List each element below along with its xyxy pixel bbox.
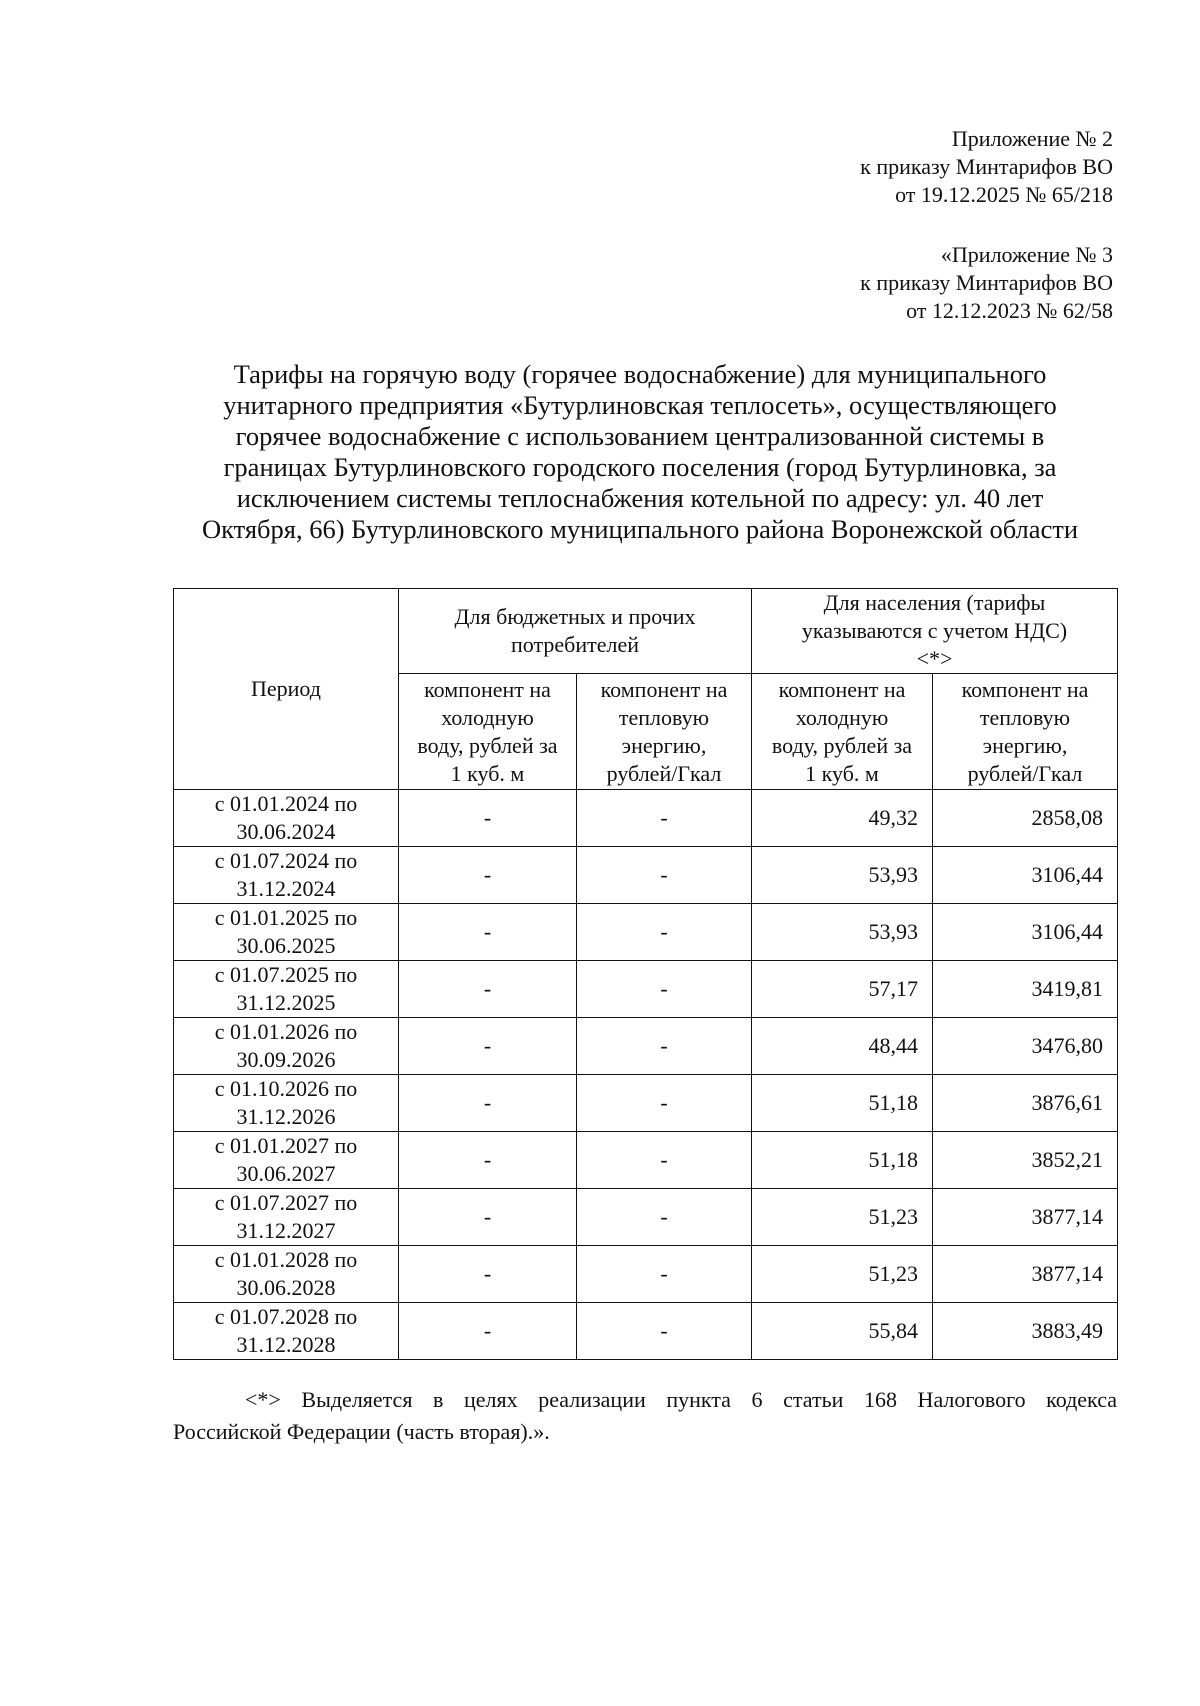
- population-heat-energy-cell: 3852,21: [933, 1132, 1118, 1189]
- period-header: Период: [174, 589, 399, 790]
- period-text: 30.06.2028: [236, 1275, 336, 1300]
- population-cold-water-cell: 49,32: [752, 790, 933, 847]
- document-title: [160, 359, 1120, 545]
- population-cold-water-cell: 53,93: [752, 847, 933, 904]
- budget-heat-energy-cell: -: [577, 1132, 752, 1189]
- period-text: 31.12.2025: [236, 990, 336, 1015]
- population-cold-water-header: [752, 674, 933, 790]
- budget-cold-water-cell: -: [399, 1075, 577, 1132]
- budget-heat-energy-cell: -: [577, 961, 752, 1018]
- budget-heat-energy-cell: -: [577, 1018, 752, 1075]
- population-heat-energy-cell: 3476,80: [933, 1018, 1118, 1075]
- period-cell: [174, 847, 399, 904]
- population-cold-water-cell: 48,44: [752, 1018, 933, 1075]
- period-text: 30.09.2026: [236, 1047, 336, 1072]
- tariff-table-body: [174, 790, 1118, 1360]
- population-header: [752, 589, 1118, 674]
- budget-cold-water-cell: -: [399, 847, 577, 904]
- footnote-line: Российской Федерации (часть вторая).».: [173, 1419, 550, 1444]
- period-cell: [174, 1246, 399, 1303]
- population-cold-water-cell: 51,23: [752, 1189, 933, 1246]
- period-cell: [174, 1303, 399, 1360]
- population-heat-energy-cell: 3877,14: [933, 1189, 1118, 1246]
- population-cold-water-cell: 51,18: [752, 1075, 933, 1132]
- budget-heat-energy-cell: -: [577, 904, 752, 961]
- header-text: тепловую: [979, 704, 1071, 730]
- footnote-line: <*> Выделяется в целях реализации пункта 6 статьи 168 Налогового кодекса: [245, 1387, 1117, 1412]
- header-text: рублей/Гкал: [606, 760, 722, 786]
- period-text: с 01.01.2025 по: [214, 905, 358, 930]
- period-text: с 01.07.2028 по: [214, 1304, 358, 1329]
- budget-cold-water-cell: -: [399, 961, 577, 1018]
- budget-cold-water-cell: -: [399, 1132, 577, 1189]
- title-line: Октября, 66) Бутурлиновского муниципального района Воронежской области: [201, 514, 1079, 544]
- table-row: [174, 1075, 1118, 1132]
- period-text: 30.06.2025: [236, 933, 336, 958]
- population-cold-water-cell: 57,17: [752, 961, 933, 1018]
- appendix-order-date: от 12.12.2023 № 62/58: [906, 298, 1113, 323]
- appendix-order-ref: к приказу Минтарифов ВО: [860, 270, 1113, 295]
- header-text: Для бюджетных и прочих: [454, 604, 696, 629]
- period-text: с 01.07.2027 по: [214, 1190, 358, 1215]
- population-heat-energy-cell: 3877,14: [933, 1246, 1118, 1303]
- header-text: рублей/Гкал: [967, 760, 1083, 786]
- header-text: компонент на: [600, 676, 728, 702]
- appendix-order-date: от 19.12.2025 № 65/218: [895, 182, 1113, 207]
- table-row: [174, 1132, 1118, 1189]
- period-text: с 01.07.2025 по: [214, 962, 358, 987]
- header-text: компонент на: [961, 676, 1089, 702]
- title-line: Тарифы на горячую воду (горячее водоснабжение) для муниципального: [233, 359, 1047, 389]
- table-row: [174, 1303, 1118, 1360]
- period-text: 31.12.2024: [236, 876, 336, 901]
- period-text: 31.12.2027: [236, 1218, 336, 1243]
- tariff-table: [173, 588, 1118, 1360]
- footnote: [173, 1384, 1117, 1448]
- appendix-title: «Приложение № 3: [940, 242, 1113, 267]
- budget-cold-water-header: [399, 674, 577, 790]
- budget-heat-energy-cell: -: [577, 1303, 752, 1360]
- header-text: воду, рублей за: [771, 732, 913, 758]
- header-text: потребителей: [511, 632, 639, 657]
- header-text: компонент на: [778, 676, 906, 702]
- period-text: с 01.10.2026 по: [214, 1076, 358, 1101]
- header-text: 1 куб. м: [450, 760, 525, 786]
- period-text: с 01.01.2027 по: [214, 1133, 358, 1158]
- table-row: [174, 961, 1118, 1018]
- population-cold-water-cell: 51,18: [752, 1132, 933, 1189]
- header-text: холодную: [795, 704, 889, 730]
- population-heat-energy-cell: 3106,44: [933, 847, 1118, 904]
- population-cold-water-cell: 55,84: [752, 1303, 933, 1360]
- budget-cold-water-cell: -: [399, 1189, 577, 1246]
- budget-cold-water-cell: -: [399, 790, 577, 847]
- period-text: 31.12.2028: [236, 1332, 336, 1357]
- header-text: энергию,: [621, 732, 707, 758]
- header-text: указываются с учетом НДС): [801, 618, 1068, 643]
- header-text: компонент на: [424, 676, 551, 702]
- budget-heat-energy-cell: -: [577, 1189, 752, 1246]
- table-row: [174, 790, 1118, 847]
- period-text: 31.12.2026: [236, 1104, 336, 1129]
- table-row: [174, 904, 1118, 961]
- budget-heat-energy-cell: -: [577, 790, 752, 847]
- budget-cold-water-cell: -: [399, 1018, 577, 1075]
- population-heat-energy-cell: 3876,61: [933, 1075, 1118, 1132]
- header-text: 1 куб. м: [805, 760, 879, 786]
- period-cell: [174, 1132, 399, 1189]
- period-cell: [174, 961, 399, 1018]
- budget-cold-water-cell: -: [399, 1246, 577, 1303]
- header-text: воду, рублей за: [417, 732, 558, 758]
- header-text: <*>: [916, 646, 953, 671]
- population-heat-energy-cell: 2858,08: [933, 790, 1118, 847]
- period-cell: [174, 904, 399, 961]
- period-text: 30.06.2024: [236, 819, 336, 844]
- budget-heat-energy-cell: -: [577, 1075, 752, 1132]
- population-heat-energy-cell: 3419,81: [933, 961, 1118, 1018]
- appendix-title: Приложение № 2: [951, 126, 1113, 151]
- header-text: энергию,: [982, 732, 1068, 758]
- period-text: с 01.01.2028 по: [214, 1247, 358, 1272]
- period-text: с 01.01.2026 по: [214, 1019, 358, 1044]
- period-text: с 01.07.2024 по: [214, 848, 358, 873]
- population-cold-water-cell: 53,93: [752, 904, 933, 961]
- header-text: холодную: [441, 704, 534, 730]
- appendix-reference-current: [860, 125, 1113, 209]
- table-row: [174, 1018, 1118, 1075]
- title-line: границах Бутурлиновского городского поселения (город Бутурлиновка, за: [223, 452, 1057, 482]
- budget-heat-energy-cell: -: [577, 847, 752, 904]
- population-heat-energy-cell: 3106,44: [933, 904, 1118, 961]
- appendix-order-ref: к приказу Минтарифов ВО: [860, 154, 1113, 179]
- population-heat-energy-cell: 3883,49: [933, 1303, 1118, 1360]
- table-row: [174, 1246, 1118, 1303]
- period-cell: [174, 1075, 399, 1132]
- budget-cold-water-cell: -: [399, 904, 577, 961]
- period-cell: [174, 1018, 399, 1075]
- budget-heat-energy-header: [577, 674, 752, 790]
- table-row: [174, 1189, 1118, 1246]
- title-line: унитарного предприятия «Бутурлиновская теплосеть», осуществляющего: [223, 390, 1057, 420]
- period-cell: [174, 790, 399, 847]
- population-cold-water-cell: 51,23: [752, 1246, 933, 1303]
- header-row-groups: [174, 589, 1118, 674]
- period-cell: [174, 1189, 399, 1246]
- population-heat-energy-header: [933, 674, 1118, 790]
- title-line: горячее водоснабжение с использованием централизованной системы в: [235, 421, 1045, 451]
- budget-heat-energy-cell: -: [577, 1246, 752, 1303]
- budget-consumers-header: [399, 589, 752, 674]
- period-text: с 01.01.2024 по: [214, 791, 358, 816]
- header-text: Для населения (тарифы: [823, 590, 1046, 615]
- budget-cold-water-cell: -: [399, 1303, 577, 1360]
- table-row: [174, 847, 1118, 904]
- title-line: исключением системы теплоснабжения котельной по адресу: ул. 40 лет: [236, 483, 1044, 513]
- header-text: тепловую: [618, 704, 710, 730]
- period-text: 30.06.2027: [236, 1161, 336, 1186]
- appendix-reference-original: [860, 241, 1113, 325]
